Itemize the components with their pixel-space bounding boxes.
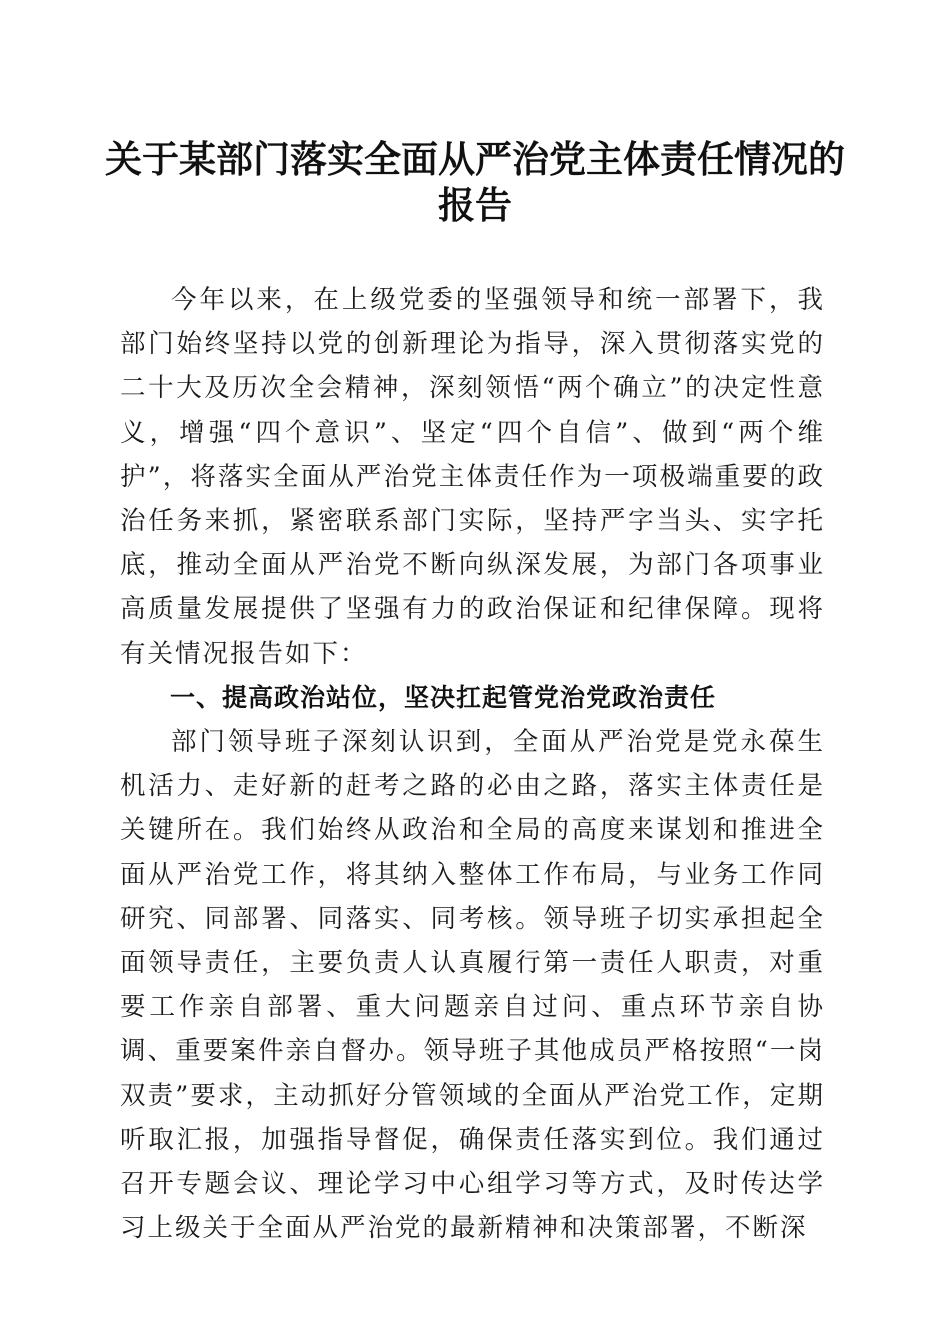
document-title: 关于某部门落实全面从严治党主体责任情况的报告 [105,137,845,227]
document-body [120,278,825,1250]
section-1-paragraph: 部门领导班子深刻认识到，全面从严治党是党永葆生机活力、走好新的赶考之路的必由之路，落实主体责任是关键所在。我们始终从政治和全局的高度来谋划和推进全面从严治党工作，将其纳入整体工作布局，与业务工作同研究、同部署、同落实、同考核。领导班子切实承担起全面领导责任，主要负责人认真履行第一责任人职责，对重要工作亲自部署、重大问题亲自过问、重点环节亲自协调、重要案件亲自督办。领导班子其他成员严格按照“一岗双责”要求，主动抓好分管领域的全面从严治党工作，定期听取汇报，加强指导督促，确保责任落实到位。我们通过召开专题会议、理论学习中心组学习等方式，及时传达学习上级关于全面从严治党的最新精神和决策部署，不断深 [120,727,825,1244]
section-heading-1: 一、提高政治站位，坚决扛起管党治党政治责任 [170,682,717,712]
intro-paragraph: 今年以来，在上级党委的坚强领导和统一部署下，我部门始终坚持以党的创新理论为指导，深入贯彻落实党的二十大及历次全会精神，深刻领悟“两个确立”的决定性意义，增强“四个意识”、坚定“四个自信”、做到“两个维护”，将落实全面从严治党主体责任作为一项极端重要的政治任务来抓，紧密联系部门实际，坚持严字当头、实字托底，推动全面从严治党不断向纵深发展，为部门各项事业高质量发展提供了坚强有力的政治保证和纪律保障。现将有关情况报告如下： [120,285,825,669]
